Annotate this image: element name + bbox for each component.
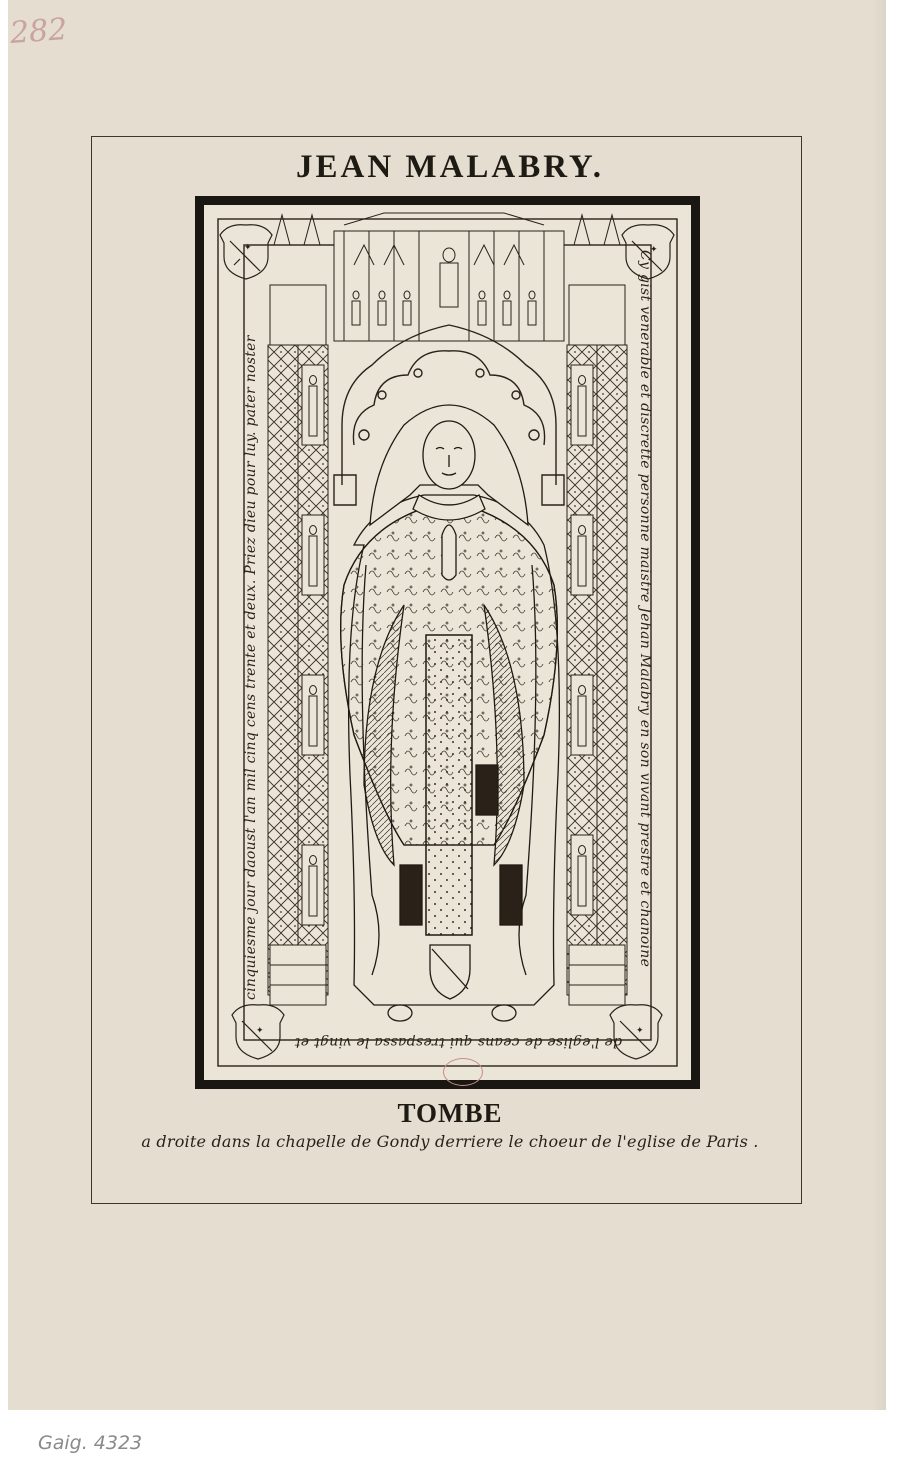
shield-icon-bottom-right	[610, 1005, 662, 1059]
tomb-engraving	[204, 205, 691, 1080]
call-number: Gaig. 4323	[38, 1432, 143, 1454]
inscription-bottom: de l'eglise de ceans qui trespassa le vingt et	[294, 1034, 622, 1050]
library-stamp	[443, 1058, 483, 1086]
shield-icon-bottom-left	[232, 1005, 284, 1059]
svg-text:✦: ✦	[636, 1026, 644, 1036]
priest-effigy	[341, 405, 560, 1021]
section-heading: TOMBE	[397, 1098, 503, 1128]
page-title: JEAN MALABRY.	[296, 149, 604, 185]
location-caption: a droite dans la chapelle de Gondy derriere le choeur de l'eglise de Paris .	[141, 1132, 759, 1151]
svg-text:✦: ✦	[244, 243, 252, 253]
svg-text:✦: ✦	[256, 1026, 264, 1036]
inscription-left: cinquiesme jour daoust l'an mil cinq cens trente et deux. Priez dieu pour luy. pater noster	[243, 335, 259, 1000]
inscription-right: Cy gist venerable et discrette personne maistre Jehan Malabry en son vivant prestre et chanoine	[637, 250, 653, 968]
folio-mark: 282	[8, 12, 69, 51]
svg-text:✦: ✦	[650, 245, 658, 255]
shield-icon-top-left	[220, 225, 272, 279]
